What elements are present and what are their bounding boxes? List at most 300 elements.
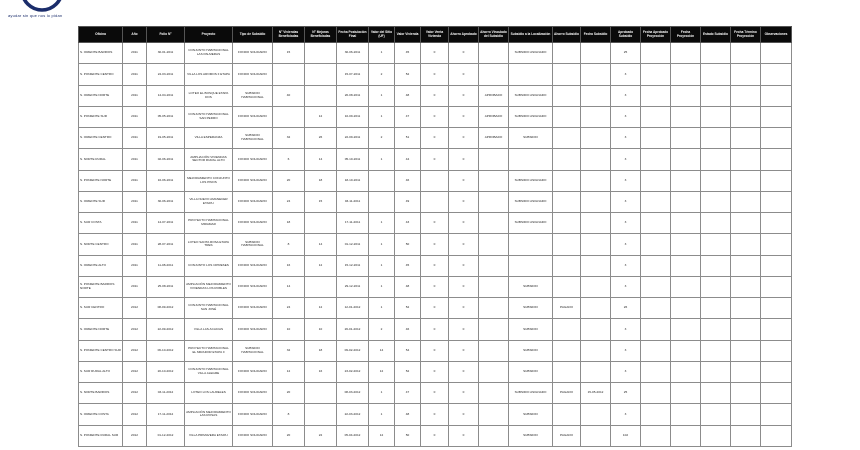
table-cell xyxy=(761,319,792,340)
table-cell: 0 xyxy=(421,276,449,297)
table-cell: 14 xyxy=(369,340,395,361)
table-cell: S. SUR RURAL ALTO xyxy=(79,361,123,382)
table-body xyxy=(79,43,792,447)
table-cell xyxy=(701,85,731,106)
table-cell: VILLA PRIMAVERA ETAPA I xyxy=(185,425,233,446)
table-cell xyxy=(761,149,792,170)
column-header: Proyecto xyxy=(185,27,233,43)
table-cell xyxy=(701,319,731,340)
table-cell xyxy=(581,170,611,191)
table-cell xyxy=(731,361,761,382)
table-cell xyxy=(701,128,731,149)
table-cell: 10 xyxy=(305,319,337,340)
table-cell: 20 xyxy=(273,383,305,404)
table-cell xyxy=(761,43,792,64)
column-header: Fecha Postulación Final xyxy=(337,27,369,43)
table-cell: 12-01-2012 xyxy=(337,298,369,319)
table-cell: 0 xyxy=(449,255,479,276)
table-cell xyxy=(671,191,701,212)
table-cell xyxy=(509,149,553,170)
table-row xyxy=(79,64,792,85)
table-cell: 0 xyxy=(449,425,479,446)
table-cell: S. SUR CENTRO xyxy=(79,298,123,319)
table-cell: LOTEO SANTA ROSA ETAPA TRES xyxy=(185,234,233,255)
table-cell xyxy=(421,170,449,191)
table-cell: 3 xyxy=(611,128,641,149)
table-cell: 0 xyxy=(421,64,449,85)
table-cell: 08-09-2012 xyxy=(147,298,185,319)
table-cell: 24 xyxy=(273,298,305,319)
table-cell xyxy=(641,191,671,212)
column-header: Fecha Proyección xyxy=(671,27,701,43)
column-header: Fecha Subsidio xyxy=(581,27,611,43)
table-cell: 15 xyxy=(273,43,305,64)
column-header: Ahorro Vinculado del Subsidio xyxy=(479,27,509,43)
table-cell: S. ORIENTE BARRIOS xyxy=(79,43,123,64)
table-cell: 52 xyxy=(395,298,421,319)
table-cell: 29-12-2011 xyxy=(337,276,369,297)
table-cell xyxy=(581,361,611,382)
table-cell: S. ORIENTE CENTRO xyxy=(79,128,123,149)
table-cell xyxy=(553,234,581,255)
table-cell: 05-05-2011 xyxy=(147,106,185,127)
table-cell: 16-06-2011 xyxy=(147,170,185,191)
table-cell: 0 xyxy=(421,255,449,276)
table-cell: SUBSIDIO xyxy=(509,361,553,382)
table-cell: CONJUNTO LOS CIPRESES xyxy=(185,255,233,276)
table-cell xyxy=(553,43,581,64)
table-cell: 2012 xyxy=(123,404,147,425)
table-cell xyxy=(479,64,509,85)
table-cell: 0 xyxy=(421,234,449,255)
table-cell: 2011 xyxy=(123,234,147,255)
table-row xyxy=(79,191,792,212)
table-cell: 30-01-2011 xyxy=(147,43,185,64)
table-cell xyxy=(761,383,792,404)
table-cell xyxy=(671,425,701,446)
table-cell: S. PONIENTE RURAL SUR xyxy=(79,425,123,446)
table-cell: 24 xyxy=(273,191,305,212)
table-cell xyxy=(479,319,509,340)
table-cell: FONDO SOLIDARIO xyxy=(233,191,273,212)
table-cell: S. ORIENTE COSTA xyxy=(79,404,123,425)
table-cell: 30-06-2011 xyxy=(337,43,369,64)
table-cell: 01-12-2012 xyxy=(147,425,185,446)
table-cell: 17-11-2011 xyxy=(337,213,369,234)
table-cell: 3 xyxy=(611,191,641,212)
table-cell xyxy=(731,149,761,170)
table-cell: PROYECTO HABITACIONAL MIRAMAR xyxy=(185,213,233,234)
table-cell xyxy=(761,255,792,276)
table-cell xyxy=(305,85,337,106)
table-cell: 54 xyxy=(395,340,421,361)
table-cell: 0 xyxy=(449,106,479,127)
table-cell xyxy=(369,191,395,212)
column-header: Año xyxy=(123,27,147,43)
table-cell xyxy=(369,170,395,191)
table-cell: SUBSIDIO ASIGNADO xyxy=(509,170,553,191)
table-cell xyxy=(701,213,731,234)
table-cell: 0 xyxy=(449,85,479,106)
table-cell xyxy=(671,383,701,404)
table-cell: S. ORIENTE SUR xyxy=(79,191,123,212)
table-cell xyxy=(671,149,701,170)
table-cell: 11-08-2011 xyxy=(147,255,185,276)
table-cell: S. NORTE CENTRO xyxy=(79,234,123,255)
table-cell: 0 xyxy=(449,64,479,85)
table-cell xyxy=(701,425,731,446)
table-cell: MEJORAMIENTO CONJUNTO LOS PINOS xyxy=(185,170,233,191)
table-cell: PAGADO xyxy=(553,425,581,446)
table-cell xyxy=(671,128,701,149)
table-cell: 2012 xyxy=(123,319,147,340)
table-cell xyxy=(701,149,731,170)
table-cell xyxy=(731,340,761,361)
table-cell: 1 xyxy=(369,276,395,297)
table-cell xyxy=(761,234,792,255)
table-cell xyxy=(479,213,509,234)
table-cell: 47 xyxy=(395,383,421,404)
table-cell: 01-12-2011 xyxy=(337,234,369,255)
table-cell: 48 xyxy=(395,85,421,106)
table-cell: S. PONIENTE BARRIOS NORTE xyxy=(79,276,123,297)
table-cell: 0 xyxy=(421,361,449,382)
table-row xyxy=(79,85,792,106)
table-cell xyxy=(509,255,553,276)
table-cell: 51 xyxy=(395,128,421,149)
table-cell xyxy=(641,128,671,149)
table-cell: 8 xyxy=(273,404,305,425)
table-cell xyxy=(761,170,792,191)
table-row xyxy=(79,361,792,382)
table-cell xyxy=(671,404,701,425)
table-cell: 12 xyxy=(305,255,337,276)
table-cell: 0 xyxy=(449,276,479,297)
table-cell: CONJUNTO HABITACIONAL LAS PALMERAS xyxy=(185,43,233,64)
table-cell: 1 xyxy=(369,149,395,170)
column-header: Valor Venta Vivienda xyxy=(421,27,449,43)
table-cell xyxy=(731,255,761,276)
table-cell xyxy=(581,43,611,64)
table-cell: 45 xyxy=(395,43,421,64)
table-cell: 0 xyxy=(449,383,479,404)
table-cell: SUBSIDIO xyxy=(509,319,553,340)
table-cell: 47 xyxy=(395,106,421,127)
table-cell: 20-08-2011 xyxy=(337,85,369,106)
table-cell xyxy=(641,170,671,191)
table-cell: FONDO SOLIDARIO xyxy=(233,149,273,170)
table-cell: AMPLIACIÓN VIVIENDAS SECTOR RURAL ALTO xyxy=(185,149,233,170)
table-cell xyxy=(553,85,581,106)
table-cell: 1 xyxy=(369,404,395,425)
table-cell: SUBSIDIO ASIGNADO xyxy=(509,43,553,64)
table-cell: 3 xyxy=(611,255,641,276)
table-cell: 20 xyxy=(273,170,305,191)
table-cell: 02-06-2011 xyxy=(147,149,185,170)
table-cell: FONDO SOLIDARIO xyxy=(233,404,273,425)
table-cell: 2012 xyxy=(123,383,147,404)
table-cell: 26 xyxy=(611,298,641,319)
table-cell: 0 xyxy=(449,170,479,191)
table-cell xyxy=(641,255,671,276)
table-cell xyxy=(305,276,337,297)
table-cell: 2012 xyxy=(123,298,147,319)
table-cell: 15 xyxy=(305,191,337,212)
table-cell xyxy=(761,298,792,319)
table-cell: 50 xyxy=(395,234,421,255)
table-cell: FONDO SOLIDARIO xyxy=(233,425,273,446)
table-cell xyxy=(581,149,611,170)
column-header: Aprobado Subsidio xyxy=(611,27,641,43)
table-cell: CONJUNTO HABITACIONAL SAN JOSÉ xyxy=(185,298,233,319)
column-header: Folio N° xyxy=(147,27,185,43)
table-cell: 20 xyxy=(273,425,305,446)
table-cell: 25-08-2011 xyxy=(147,276,185,297)
table-cell xyxy=(731,191,761,212)
table-cell: 3 xyxy=(611,149,641,170)
table-cell: 18 xyxy=(305,170,337,191)
table-cell xyxy=(641,64,671,85)
table-cell: VILLA LOS AROMOS II ETAPA xyxy=(185,64,233,85)
table-cell: S. PONIENTE SUR xyxy=(79,106,123,127)
table-cell xyxy=(731,213,761,234)
table-cell: 18-10-2011 xyxy=(337,170,369,191)
table-cell: 46 xyxy=(395,319,421,340)
table-cell: 43 xyxy=(395,213,421,234)
table-cell xyxy=(731,85,761,106)
table-cell xyxy=(581,191,611,212)
table-cell xyxy=(641,383,671,404)
table-cell: 14-07-2011 xyxy=(147,213,185,234)
table-cell: FONDO SOLIDARIO xyxy=(233,319,273,340)
table-cell: 3 xyxy=(611,340,641,361)
table-cell: 0 xyxy=(449,361,479,382)
table-cell xyxy=(553,340,581,361)
table-cell xyxy=(641,276,671,297)
table-cell xyxy=(761,213,792,234)
table-cell xyxy=(671,298,701,319)
table-cell: FONDO SOLIDARIO xyxy=(233,106,273,127)
table-cell: 10 xyxy=(273,319,305,340)
table-cell xyxy=(731,425,761,446)
table-cell: SUBSIDIO ASIGNADO xyxy=(509,191,553,212)
table-cell: 3 xyxy=(611,234,641,255)
column-header: Valor Vivienda xyxy=(395,27,421,43)
table-cell: 3 xyxy=(611,213,641,234)
table-cell: 3 xyxy=(611,106,641,127)
table-cell: 0 xyxy=(421,319,449,340)
table-cell xyxy=(305,64,337,85)
table-cell xyxy=(581,255,611,276)
table-cell: 17-11-2012 xyxy=(147,404,185,425)
table-cell xyxy=(305,213,337,234)
table-cell xyxy=(701,276,731,297)
column-header: Valor del Sitio (UF) xyxy=(369,27,395,43)
table-cell xyxy=(479,383,509,404)
table-cell: 1 xyxy=(369,298,395,319)
table-cell: 2011 xyxy=(123,128,147,149)
table-cell: 2012 xyxy=(123,361,147,382)
table-cell xyxy=(671,64,701,85)
table-cell xyxy=(553,404,581,425)
table-cell xyxy=(553,149,581,170)
table-cell xyxy=(553,361,581,382)
table-cell xyxy=(479,255,509,276)
column-header: Subsidio a la Localización xyxy=(509,27,553,43)
table-cell xyxy=(581,425,611,446)
table-cell: VILLA ESPERANZA xyxy=(185,128,233,149)
table-cell: 3 xyxy=(611,64,641,85)
table-cell: SUBSIDIO xyxy=(509,128,553,149)
table-cell xyxy=(731,234,761,255)
table-cell: 22 xyxy=(305,425,337,446)
column-header: Fecha Término Proyección xyxy=(731,27,761,43)
table-cell xyxy=(641,425,671,446)
table-cell: 12 xyxy=(305,298,337,319)
table-cell xyxy=(731,276,761,297)
table-cell xyxy=(553,64,581,85)
table-cell: 12 xyxy=(305,106,337,127)
table-cell xyxy=(581,106,611,127)
table-cell xyxy=(421,191,449,212)
table-cell: 3 xyxy=(611,85,641,106)
table-cell: S. PONIENTE NORTE xyxy=(79,170,123,191)
column-header: Ahorro Subsidio xyxy=(553,27,581,43)
table-cell xyxy=(641,149,671,170)
table-row xyxy=(79,149,792,170)
table-row xyxy=(79,170,792,191)
table-cell: 0 xyxy=(421,298,449,319)
table-cell xyxy=(641,106,671,127)
table-cell: 25 xyxy=(611,383,641,404)
table-cell xyxy=(701,383,731,404)
table-cell xyxy=(761,128,792,149)
logo-tagline: ayudar sin que nos lo pidan xyxy=(8,13,63,18)
table-cell: 0 xyxy=(421,213,449,234)
table-cell xyxy=(581,64,611,85)
table-cell: VILLA NUEVO AMANECER ETAPA I xyxy=(185,191,233,212)
table-cell xyxy=(509,234,553,255)
table-cell: 2011 xyxy=(123,255,147,276)
table-cell xyxy=(641,319,671,340)
table-cell: 0 xyxy=(421,340,449,361)
table-row xyxy=(79,340,792,361)
table-cell xyxy=(553,106,581,127)
table-cell: 18 xyxy=(273,213,305,234)
table-cell: PROYECTO HABITACIONAL EL MIRADOR ETAPA II xyxy=(185,340,233,361)
table-cell: 20-10-2012 xyxy=(147,361,185,382)
table-cell: 45 xyxy=(395,255,421,276)
table-cell: FONDO SOLIDARIO xyxy=(233,298,273,319)
table-cell: 0 xyxy=(421,404,449,425)
table-cell: S. SUR COSTA xyxy=(79,213,123,234)
table-cell: FONDO SOLIDARIO xyxy=(233,170,273,191)
table-cell xyxy=(671,213,701,234)
table-cell: S. NORTE BARRIOS xyxy=(79,383,123,404)
table-cell xyxy=(553,213,581,234)
table-cell: APROBADO xyxy=(479,106,509,127)
table-cell: 0 xyxy=(449,149,479,170)
table-cell: 44 xyxy=(395,149,421,170)
table-cell: 40 xyxy=(273,85,305,106)
table-cell: S. ORIENTE NORTE xyxy=(79,85,123,106)
table-cell: 0 xyxy=(449,191,479,212)
table-cell: 12 xyxy=(369,361,395,382)
table-cell: 2 xyxy=(369,319,395,340)
table-cell: 2011 xyxy=(123,170,147,191)
table-cell: 52 xyxy=(395,361,421,382)
table-cell xyxy=(731,128,761,149)
table-cell: SUBSIDIO ASIGNADO xyxy=(509,213,553,234)
table-cell xyxy=(509,64,553,85)
table-row xyxy=(79,128,792,149)
table-cell xyxy=(553,191,581,212)
table-cell: FONDO SOLIDARIO xyxy=(233,383,273,404)
table-cell: SUBSIDIO xyxy=(509,425,553,446)
table-cell: 2011 xyxy=(123,191,147,212)
table-cell xyxy=(305,43,337,64)
table-cell: AMPLIACIÓN MEJORAMIENTO VIVIENDAS LOS ROBLES xyxy=(185,276,233,297)
table-row xyxy=(79,425,792,446)
column-header: Oficina xyxy=(79,27,123,43)
table-row xyxy=(79,213,792,234)
table-cell xyxy=(641,340,671,361)
table-cell: APROBADO xyxy=(479,128,509,149)
table-cell: FONDO SOLIDARIO xyxy=(233,361,273,382)
table-cell xyxy=(731,298,761,319)
table-cell xyxy=(701,170,731,191)
table-cell: 26-01-2012 xyxy=(337,319,369,340)
table-cell: 05-04-2012 xyxy=(337,425,369,446)
table-cell: 2011 xyxy=(123,85,147,106)
table-cell: 28-07-2011 xyxy=(147,234,185,255)
table-cell xyxy=(479,276,509,297)
table-cell: SUBSIDIO xyxy=(509,276,553,297)
table-cell: 14-04-2011 xyxy=(147,85,185,106)
table-cell xyxy=(581,85,611,106)
table-cell: 102 xyxy=(611,425,641,446)
table-cell: 8 xyxy=(273,234,305,255)
table-cell: 48 xyxy=(395,404,421,425)
table-cell: 2011 xyxy=(123,276,147,297)
table-cell xyxy=(305,383,337,404)
table-cell xyxy=(671,255,701,276)
table-cell xyxy=(701,64,731,85)
table-cell: 22-03-2012 xyxy=(337,404,369,425)
table-cell: 15-12-2011 xyxy=(337,255,369,276)
table-cell xyxy=(305,404,337,425)
table-cell: 0 xyxy=(449,43,479,64)
column-header: Tipo de Subsidio xyxy=(233,27,273,43)
table-cell: 15-05-2012 xyxy=(581,383,611,404)
table-cell xyxy=(731,404,761,425)
table-cell xyxy=(553,170,581,191)
table-cell xyxy=(761,425,792,446)
table-cell: CONJUNTO HABITACIONAL SAN PEDRO xyxy=(185,106,233,127)
table-cell xyxy=(671,319,701,340)
table-cell xyxy=(641,404,671,425)
table-cell: 08-03-2012 xyxy=(337,383,369,404)
table-cell xyxy=(479,234,509,255)
table-cell: 0 xyxy=(421,85,449,106)
table-cell xyxy=(761,340,792,361)
table-cell: 2011 xyxy=(123,149,147,170)
table-cell: S. PONIENTE CENTRO SUR xyxy=(79,340,123,361)
table-cell: S. ORIENTE ALTO xyxy=(79,255,123,276)
table-cell: S. NORTE RURAL xyxy=(79,149,123,170)
table-row xyxy=(79,404,792,425)
table-cell: 6 xyxy=(273,149,305,170)
